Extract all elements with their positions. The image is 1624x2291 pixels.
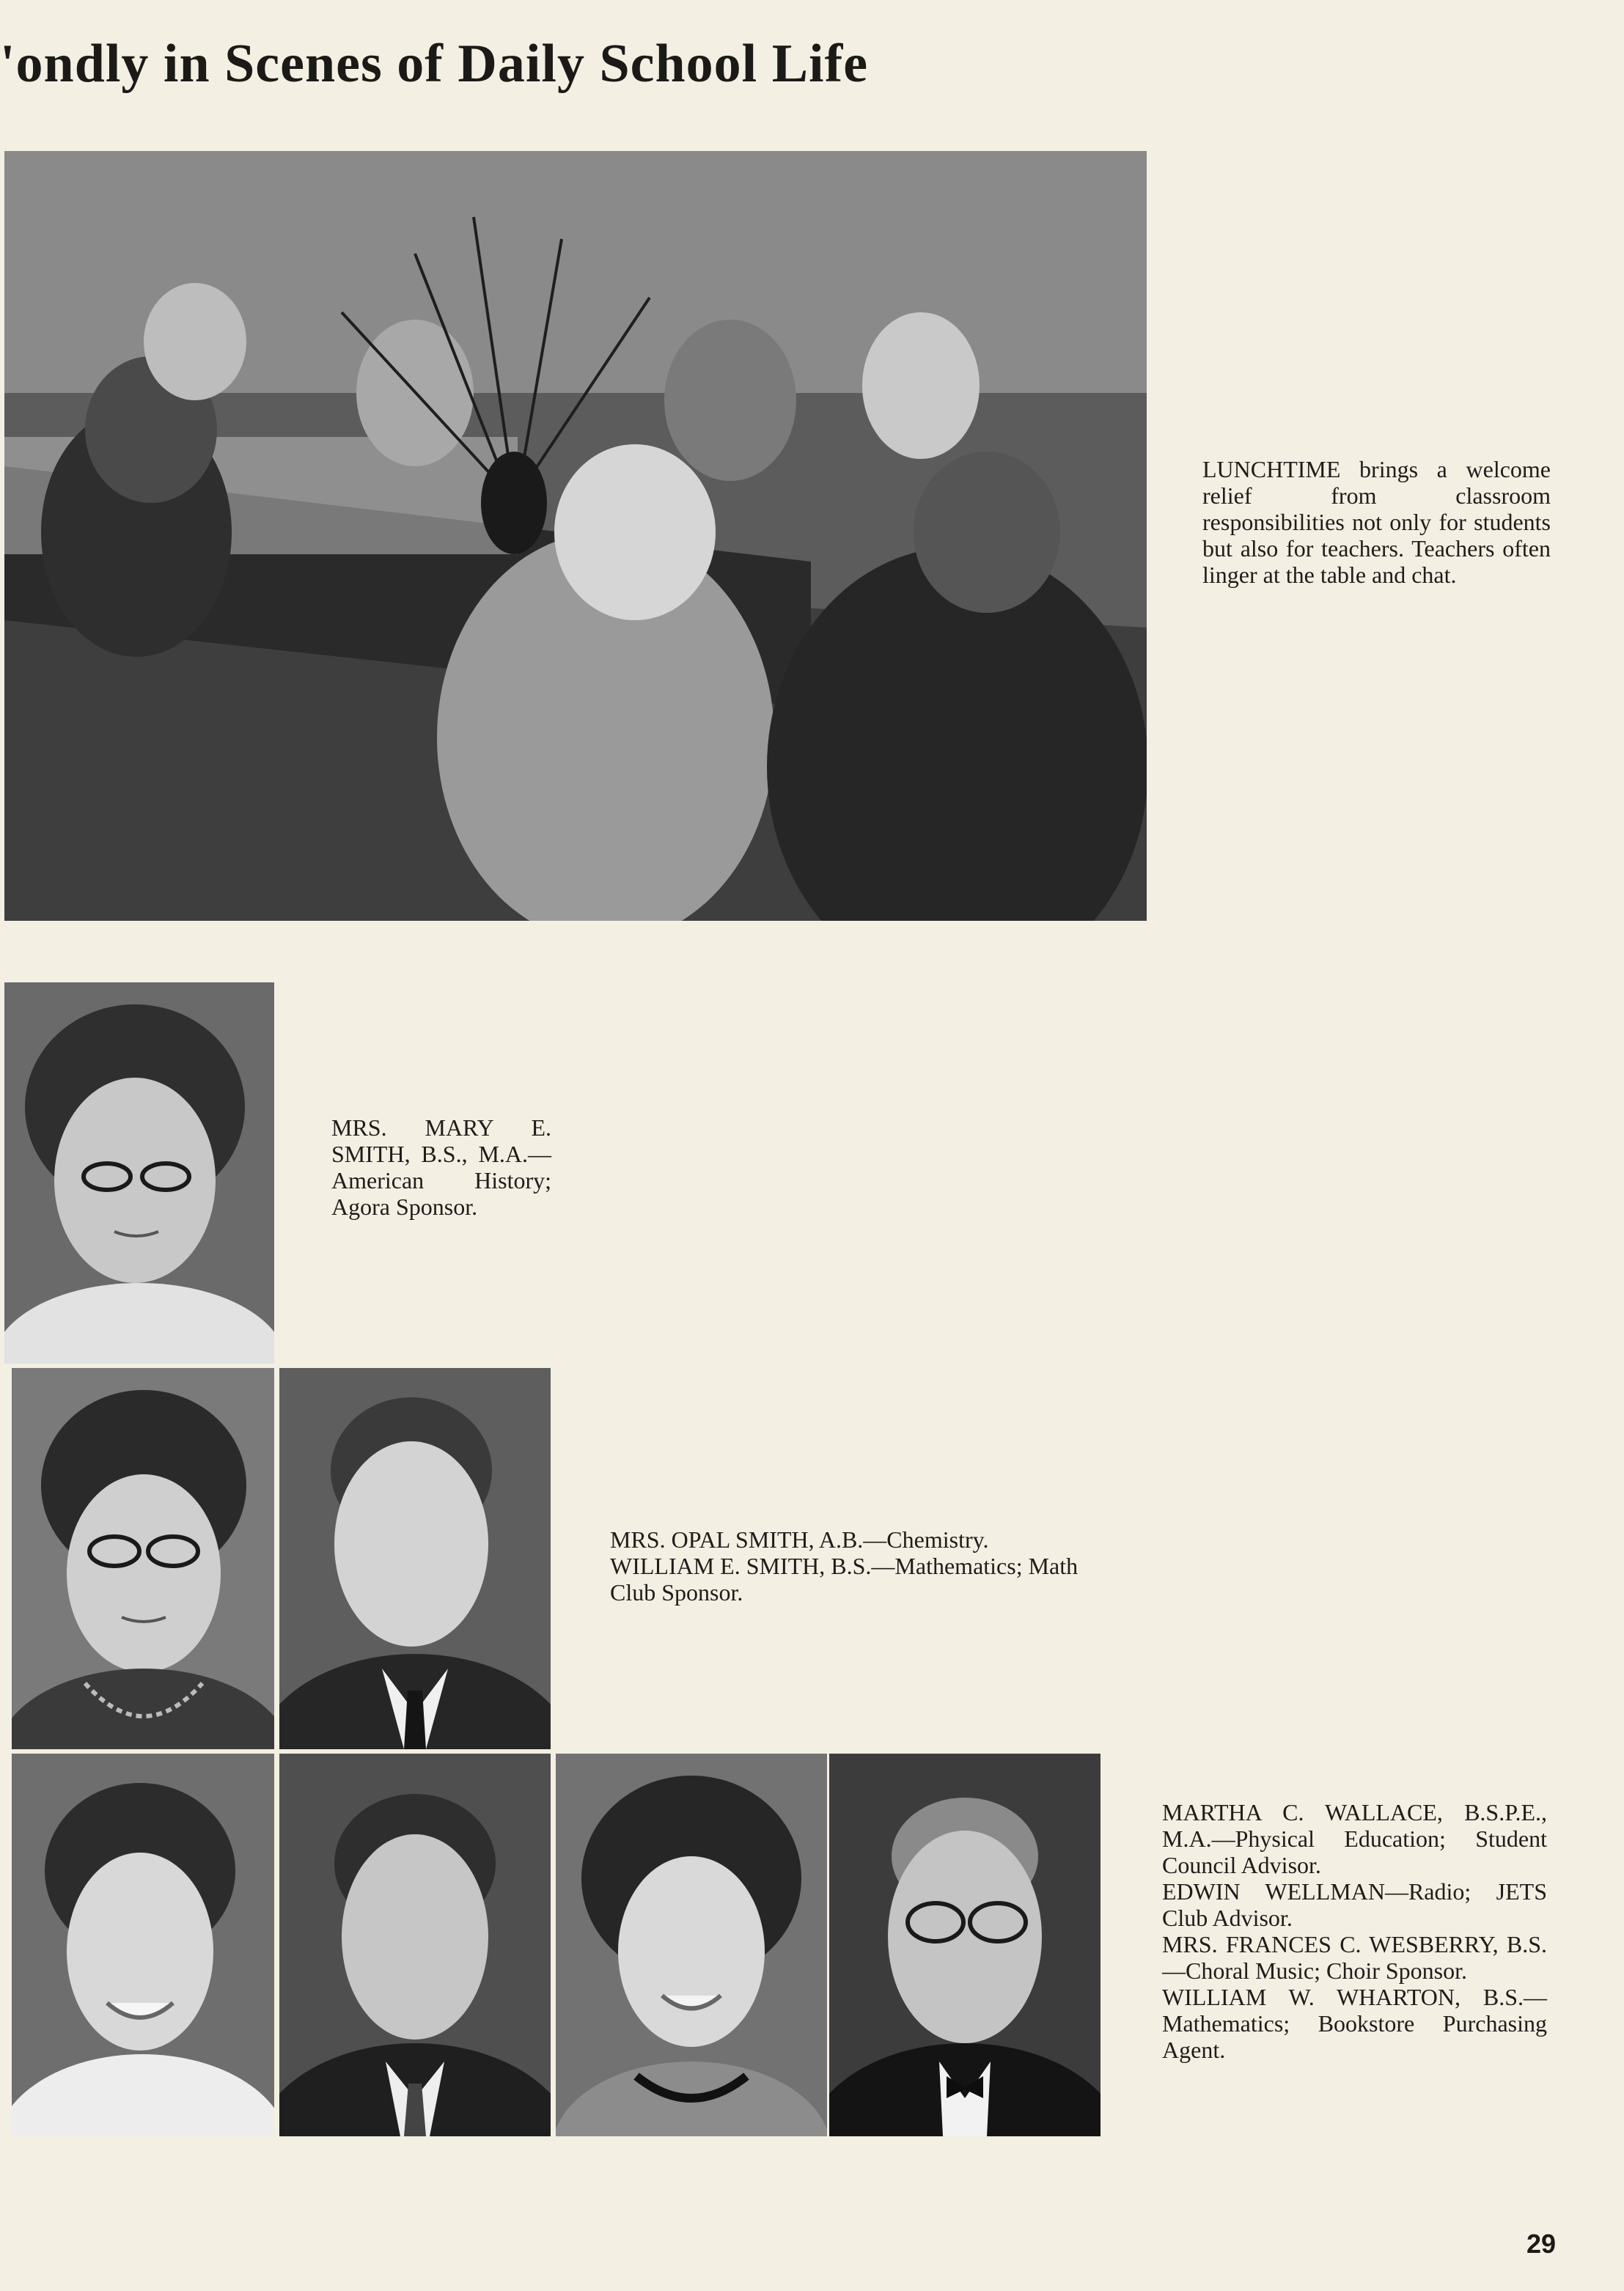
frances-wesberry-caption: MRS. FRANCES C. WESBERRY, B.S.—Choral Music; Choir Sponsor. [1162,1931,1547,1984]
portrait-william-wharton [829,1754,1101,2136]
mary-smith-caption: MRS. MARY E. SMITH, B.S., M.A.—American History; Agora Sponsor. [331,1114,551,1220]
page-number: 29 [1526,2229,1557,2259]
row2-caption [610,1526,1109,1606]
portrait-edwin-wellman [279,1754,551,2136]
edwin-wellman-caption: EDWIN WELLMAN—Radio; JETS Club Advisor. [1162,1878,1547,1931]
william-wharton-caption: WILLIAM W. WHARTON, B.S.—Mathematics; Bookstore Purchasing Agent. [1162,1984,1547,2063]
portrait-frances-wesberry [556,1754,827,2136]
portrait-william-e-smith [279,1368,551,1749]
opal-smith-caption: MRS. OPAL SMITH, A.B.—Chemistry. [610,1526,989,1553]
portrait-mary-smith [4,982,274,1364]
lunchroom-caption: LUNCHTIME brings a welcome relief from classroom responsibilities not only for students but also for teachers. Teachers often linger at the table and chat. [1202,456,1551,588]
martha-wallace-caption: MARTHA C. WALLACE, B.S.P.E., M.A.—Physical Education; Student Council Advisor. [1162,1799,1547,1878]
portrait-martha-wallace [12,1754,274,2136]
lunchroom-photo [4,151,1147,921]
portrait-opal-smith [12,1368,274,1749]
page-title: 'ondly in Scenes of Daily School Life [0,34,869,94]
row3-caption [1162,1799,1547,2063]
william-e-smith-caption: WILLIAM E. SMITH, B.S.—Mathematics; Math Club Sponsor. [610,1553,1079,1606]
